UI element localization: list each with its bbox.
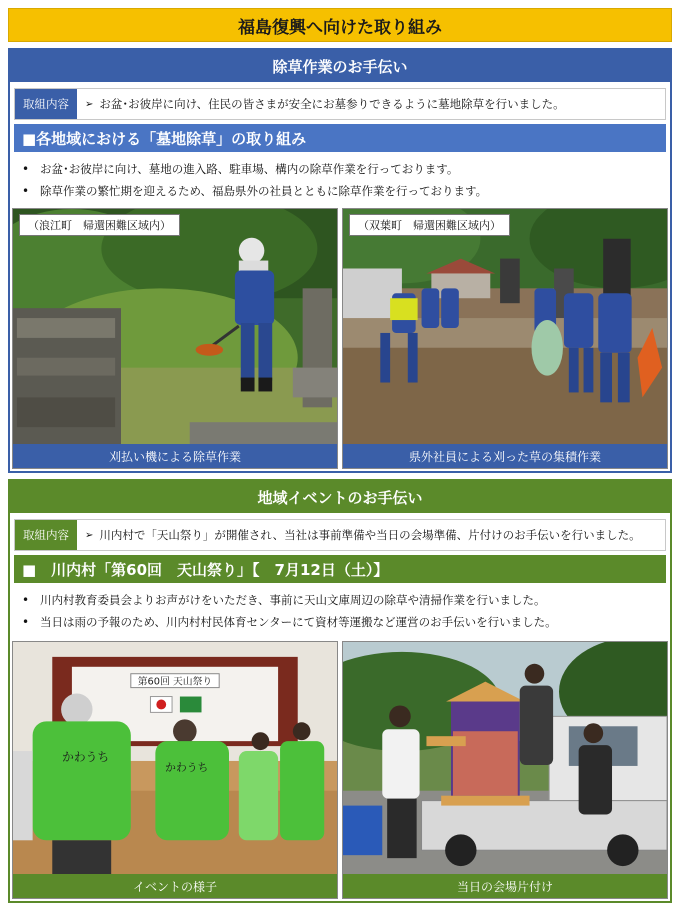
arrow-right-icon: ➢ (85, 98, 94, 110)
content-label: 取組内容 (15, 520, 77, 550)
list-item: • 川内村教育委員会よりお声がけをいただき、事前に天山文庫周辺の除草や清掃作業を行いました。 (22, 593, 546, 607)
photo-event-scene (12, 641, 338, 899)
section-weeding (8, 48, 672, 473)
photo-image (343, 209, 667, 444)
photo-image (343, 642, 667, 874)
content-text (77, 520, 665, 550)
photo-caption: イベントの様子 (13, 874, 337, 898)
event-banner-text: 第60回 天山祭り (137, 676, 213, 688)
list-item: • お盆･お彼岸に向け、墓地の進入路、駐車場、構内の除草作業を行っております。 (22, 162, 459, 176)
section-event (8, 479, 672, 903)
content-description: 川内村で「天山祭り」が開催され、当社は事前準備や当日の会場準備、片付けのお手伝いを行いました。 (99, 528, 641, 542)
sub-header: ■各地域における「墓地除草」の取り組み (14, 124, 666, 152)
bullet-icon: • (22, 162, 30, 176)
photo-image (13, 642, 337, 874)
photo-row (12, 208, 668, 469)
photo-location-tag: （双葉町 帰還困難区域内） (349, 214, 510, 236)
happi-text: かわうち (165, 760, 209, 774)
photo-weeding-futaba (342, 208, 668, 469)
photo-image (13, 209, 337, 444)
list-item: • 当日は雨の予報のため、川内村村民体育センターにて資材等運搬など運営のお手伝いを行いました。 (22, 615, 557, 629)
photo-caption: 県外社員による刈った草の集積作業 (343, 444, 667, 468)
content-description: お盆･お彼岸に向け、住民の皆さまが安全にお墓参りできるように墓地除草を行いました。 (99, 97, 565, 111)
list-item: • 除草作業の繁忙期を迎えるため、福島県外の社員とともに除草作業を行っております。 (22, 184, 488, 198)
bullet-icon: • (22, 184, 30, 198)
arrow-right-icon: ➢ (85, 529, 94, 541)
photo-row (12, 641, 668, 899)
photo-weeding-namie (12, 208, 338, 469)
photo-caption: 刈払い機による除草作業 (13, 444, 337, 468)
section-header: 除草作業のお手伝い (10, 50, 670, 82)
content-text (77, 89, 665, 119)
section-header: 地域イベントのお手伝い (10, 481, 670, 513)
content-row (14, 88, 666, 120)
bullet-list (14, 158, 666, 202)
sub-header: ■ 川内村「第60回 天山祭り」【 7月12日（土）】 (14, 555, 666, 583)
content-row (14, 519, 666, 551)
happi-text: かわうち (62, 749, 110, 764)
content-label: 取組内容 (15, 89, 77, 119)
photo-location-tag: （浪江町 帰還困難区域内） (19, 214, 180, 236)
bullet-list (14, 589, 666, 633)
bullet-icon: • (22, 615, 30, 629)
photo-caption: 当日の会場片付け (343, 874, 667, 898)
bullet-icon: • (22, 593, 30, 607)
photo-cleanup (342, 641, 668, 899)
page-title: 福島復興へ向けた取り組み (8, 8, 672, 42)
